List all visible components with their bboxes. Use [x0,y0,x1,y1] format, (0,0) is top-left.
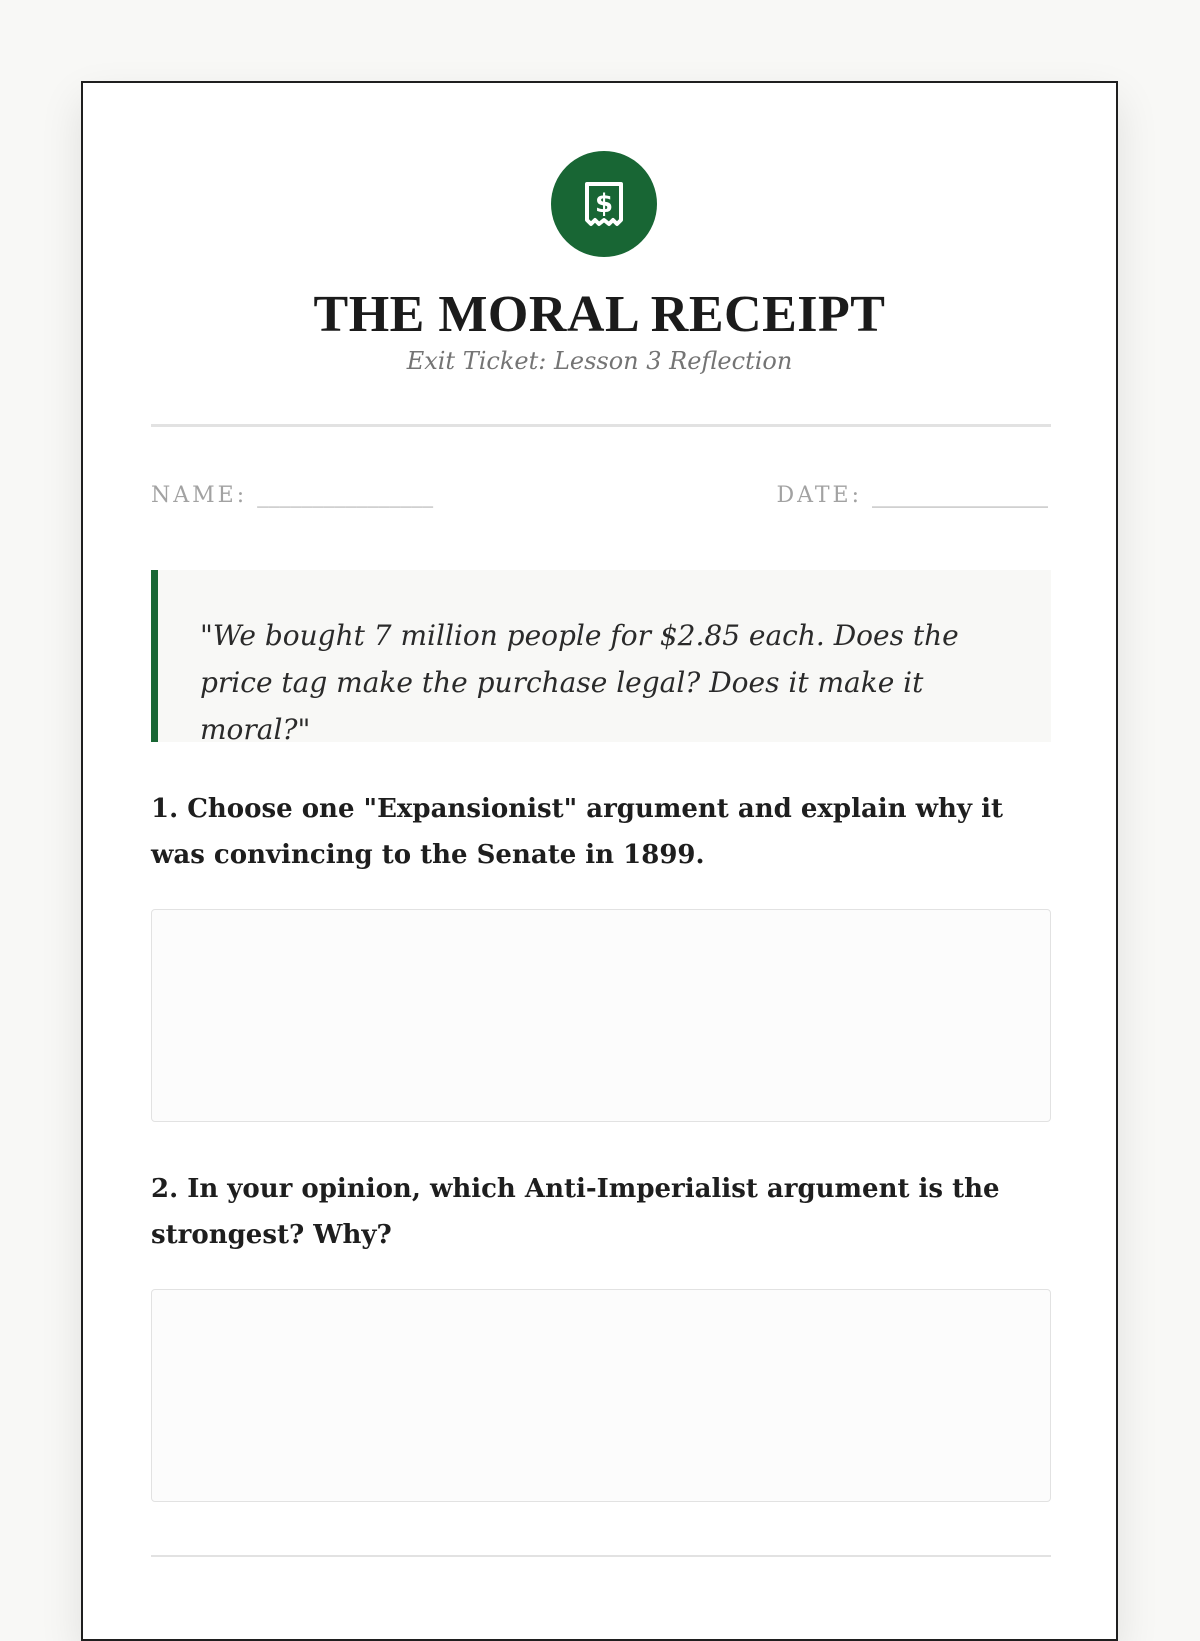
date-blank[interactable]: ________________ [872,483,1048,508]
question-2-answer-box[interactable] [151,1289,1051,1502]
receipt-dollar-icon [551,151,657,257]
name-label: NAME: [151,483,248,508]
question-2-prompt: 2. In your opinion, which Anti-Imperialist argument is the strongest? Why? [151,1174,1000,1250]
question-1-prompt: 1. Choose one "Expansionist" argument and explain why it was convincing to the Senate in 1899. [151,794,1003,870]
name-field[interactable] [151,481,433,511]
footer-divider [151,1555,1051,1557]
question-1-answer-box[interactable] [151,909,1051,1122]
header-divider [151,424,1051,427]
receipt-dollar-glyph [583,180,625,228]
svg-text:$: $ [594,189,614,219]
date-field[interactable] [777,481,1048,511]
date-label: DATE: [776,483,862,508]
prompt-quote: "We bought 7 million people for $2.85 each. Does the price tag make the purchase legal? Does it make it moral?" [151,570,1051,742]
page-title: THE MORAL RECEIPT [313,286,886,343]
name-blank[interactable]: ________________ [257,483,434,508]
page-subtitle: Exit Ticket: Lesson 3 Reflection [406,347,793,375]
exit-ticket-card [81,81,1118,1641]
